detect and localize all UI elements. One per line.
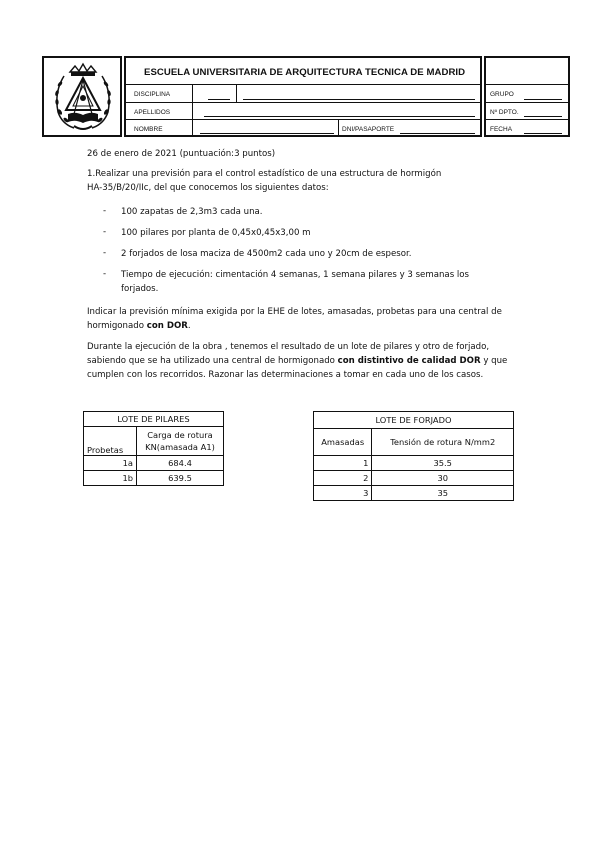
label-grupo: GRUPO	[490, 91, 514, 98]
label-fecha: FECHA	[490, 126, 513, 133]
table-pilares-header: LOTE DE PILARES	[84, 412, 224, 427]
school-title: ESCUELA UNIVERSITARIA DE ARQUITECTURA TECNICA DE MADRID	[144, 67, 466, 78]
table-forjado-col-amasadas: Amasadas	[314, 429, 372, 456]
paragraph-2-line-3: cumplen con los recorridos. Razonar las determinaciones a tomar en cada uno de los casos.	[87, 370, 484, 380]
logo-box	[42, 56, 122, 137]
table-forjado-header: LOTE DE FORJADO	[314, 412, 514, 429]
table-lote-pilares-grid	[83, 411, 224, 486]
bullet-dash: -	[103, 206, 107, 216]
bullet-forjados: 2 forjados de losa maciza de 4500m2 cada uno y 20cm de espesor.	[121, 249, 412, 259]
bullet-dash: -	[103, 248, 107, 258]
label-dni: DNI/PASAPORTE	[342, 126, 395, 133]
exam-date-line: 26 de enero de 2021 (puntuación:3 puntos)	[87, 149, 276, 159]
table-row: 1a 684.4	[84, 456, 224, 471]
question-1-line-1: 1.Realizar una previsión para el control estadístico de una estructura de hormigón	[87, 169, 442, 179]
school-emblem-icon	[48, 62, 118, 134]
grupo-field[interactable]	[524, 99, 562, 100]
paragraph-1-line-2: hormigonado con DOR.	[87, 321, 191, 331]
label-nombre: NOMBRE	[134, 126, 163, 133]
fecha-field[interactable]	[524, 133, 562, 134]
apellidos-field[interactable]	[204, 116, 475, 117]
disciplina-code-field[interactable]	[208, 99, 230, 100]
label-disciplina: DISCIPLINA	[134, 91, 171, 98]
header-side-box	[484, 56, 570, 137]
table-row: 1 35.5	[314, 456, 514, 471]
paragraph-2-line-2: sabiendo que se ha utilizado una central de hormigonado con distintivo de calidad DOR y que	[87, 356, 508, 366]
bullet-zapatas: 100 zapatas de 2,3m3 cada una.	[121, 207, 263, 217]
table-row: 2 30	[314, 471, 514, 486]
bold-con-dor: con DOR	[146, 321, 188, 331]
bold-distintivo-dor: con distintivo de calidad DOR	[337, 356, 481, 366]
bullet-tiempo-line-1: Tiempo de ejecución: cimentación 4 semanas, 1 semana pilares y 3 semanas los	[121, 270, 470, 280]
dni-field[interactable]	[400, 133, 475, 134]
label-dpto: Nº DPTO.	[490, 109, 519, 116]
table-row: 3 35	[314, 486, 514, 501]
table-pilares-col-probetas: Probetas	[84, 427, 137, 456]
question-1-line-2: HA-35/B/20/IIc, del que conocemos los siguientes datos:	[87, 183, 329, 193]
table-row: 1b 639.5	[84, 471, 224, 486]
table-forjado-col-tension: Tensión de rotura N/mm2	[372, 429, 514, 456]
bullet-pilares: 100 pilares por planta de 0,45x0,45x3,00 m	[121, 228, 311, 238]
bullet-dash: -	[103, 227, 107, 237]
nombre-field[interactable]	[200, 133, 334, 134]
table-lote-forjado	[313, 411, 514, 501]
label-apellidos: APELLIDOS	[134, 109, 171, 116]
table-pilares-col-carga: Carga de rotura KN(amasada A1)	[137, 427, 224, 456]
dpto-field[interactable]	[524, 116, 562, 117]
paragraph-2-line-1: Durante la ejecución de la obra , tenemos el resultado de un lote de pilares y otro de forjado,	[87, 342, 490, 352]
bullet-dash: -	[103, 269, 107, 279]
bullet-tiempo-line-2: forjados.	[121, 284, 159, 294]
disciplina-field[interactable]	[243, 99, 475, 100]
paragraph-1-line-1: Indicar la previsión mínima exigida por la EHE de lotes, amasadas, probetas para una central de	[87, 307, 502, 317]
header-info-box	[124, 56, 482, 137]
